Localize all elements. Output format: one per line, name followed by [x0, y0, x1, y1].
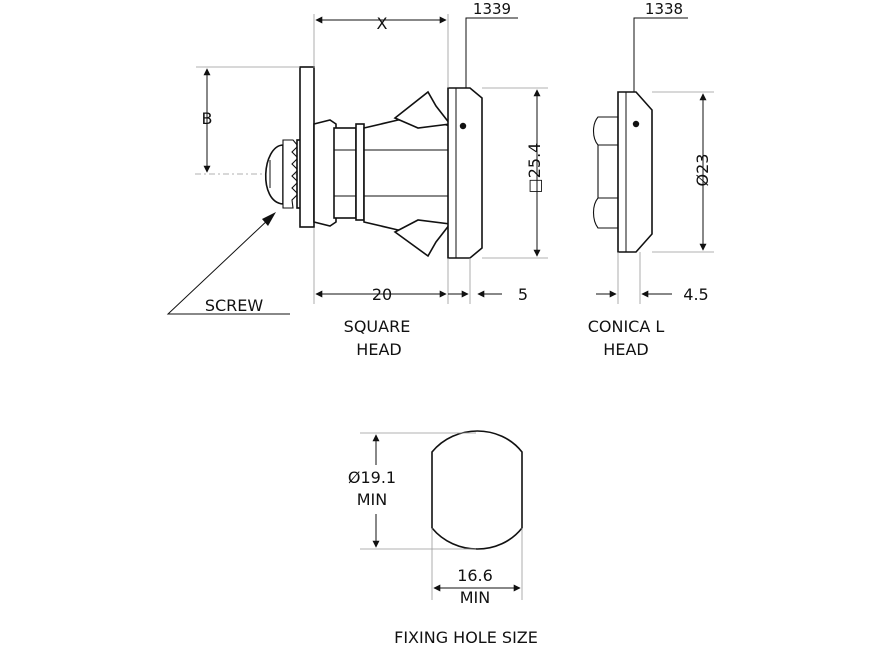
conical-head-dot [633, 121, 639, 127]
dimension-square-25-4 [482, 88, 548, 258]
conical-head-label-line1: CONICA L [587, 317, 665, 336]
square-head-label-line2: HEAD [356, 340, 402, 359]
dim-5-label: 5 [517, 285, 529, 304]
dim-20-label: 20 [371, 285, 393, 304]
dimension-5 [448, 258, 528, 304]
screw-callout [168, 212, 290, 315]
lock-side-view [195, 67, 482, 258]
screw-head [266, 145, 283, 204]
fixing-hole-view [348, 431, 538, 647]
part-number-1338: 1338 [644, 0, 684, 18]
conical-head-view [594, 92, 653, 252]
fixing-hole-caption: FIXING HOLE SIZE [394, 628, 538, 647]
dimension-x [314, 14, 448, 88]
hole-width-label-line2: MIN [459, 588, 491, 607]
square-head-caption [344, 317, 411, 359]
hole-width-label-line1: 16.6 [457, 566, 493, 585]
dimension-4-5 [596, 252, 709, 304]
dim-4-5-label: 4.5 [683, 285, 709, 304]
nut-round [314, 120, 336, 226]
dim-b-label: B [201, 109, 213, 128]
square-head-label-line1: SQUARE [343, 317, 411, 336]
dim-diameter-23-label: Ø23 [693, 153, 712, 187]
body-barrel [364, 120, 450, 230]
screw-label: SCREW [204, 296, 264, 315]
conical-head [618, 92, 652, 252]
front-plate [300, 67, 314, 227]
leader-1338 [634, 0, 688, 92]
conical-head-barrel [594, 117, 619, 228]
hole-diameter-label-line1: Ø19.1 [347, 468, 397, 487]
collar [356, 124, 364, 220]
hole-diameter-label-line2: MIN [356, 490, 388, 509]
dim-x-label: X [376, 14, 388, 33]
part-number-1339: 1339 [472, 0, 512, 18]
dimension-diameter-23 [652, 92, 714, 252]
conical-head-caption [588, 317, 665, 359]
leader-1339 [466, 0, 518, 88]
fixing-hole-outline [432, 431, 522, 549]
conical-head-label-line2: HEAD [603, 340, 649, 359]
nut-hex [334, 128, 356, 218]
dim-square-label: □25.4 [525, 142, 544, 194]
head-dot [460, 123, 466, 129]
square-head [448, 88, 482, 258]
